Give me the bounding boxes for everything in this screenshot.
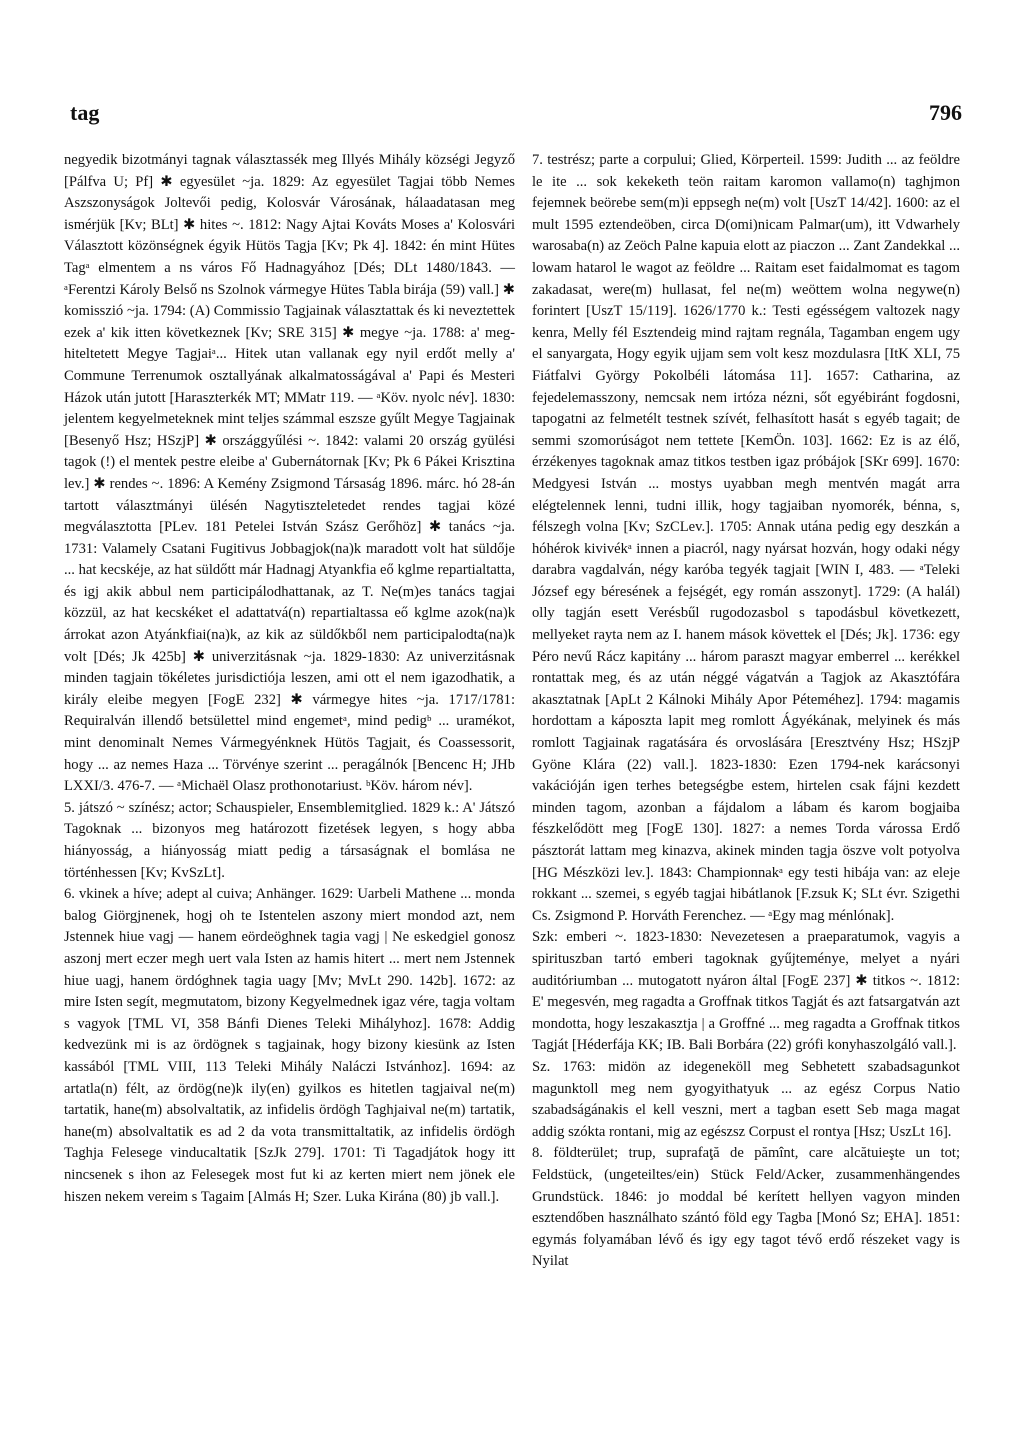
running-head-word: tag	[70, 100, 100, 125]
entry-paragraph: Szk: emberi ~. 1823-1830: Nevezetesen a praeparatumok, vagyis a spirituszban tartó emberi tagoknak gyűjteménye, melyet a nyári auditóriumban ... mutogatott nyáron által [FogE 237] ✱ titkos ~. 1812: E' megesvén, meg ragadta a Groffnak titkos Tagját és azt fatsargatván azt mondotta, hogy leszakasztja | a Groffné ... meg ragadta a Groffnak titkos Tagját [Héderfája KK; IB. Bali Borbára (22) grófi konyhaszolgáló vall.].	[532, 929, 960, 1054]
entry-paragraph: negyedik bizotmányi tagnak választassék meg Illyés Mihály községi Jegyző [Pálfva U; Pf] ✱ egyesület ~ja. 1829: Az egyesület Tagjai több Nemes Aszszonyságok Joltevői pedig, Kolosvár Városának, hálaadatasan meg ismérjük [Kv; BLt] ✱ hites ~. 1812: Nagy Ajtai Kováts Moses a' Kolosvári Választott közönségnek égyik Hütös Tagja [Kv; Pk 4]. 1842: én mint Hütes Tagᵃ elmentem a ns város Fő Hadnagyához [Dés; DLt 1480/1843. — ᵃFerentzi Károly Belső ns Szolnok vármegye Hütes Tabla birája (59) vall.] ✱ komisszió ~ja. 1794: (A) Commissio Tagjainak választattak és ki neveztettek ezek a' kik itten következnek [Kv; SRE 315] ✱ megye ~ja. 1788: a' meg-hiteltetett Megye Tagjaiᵃ... Hitek utan vallanak egy nyil erdőt melly a' Commune Terrenumok osztallyának alkalmatosságával a' Papi és Mesteri Házok után jutott [Haraszterkék MT; MMatr 119. — ᵃKöv. nyolc név]. 1830: jelentem kegyelmeteknek mint teljes számmal eszsze gyűlt Megye Tagjainak [Besenyő Hsz; HSzjP] ✱ országgyűlési ~. 1842: valami 20 ország gyülési tagok (!) el mentek pestre eleibe a' Gubernátornak [Kv; Pk 6 Pákei Krisztina lev.] ✱ rendes ~. 1896: A Kemény Zsigmond Társaság 1896. márc. hó 28-án tartott választmányi ülésén Nagytiszteletedet rendes tagjai közé megválasztotta [PLev. 181 Petelei István Szász Gerőhöz] ✱ tanács ~ja. 1731: Valamely Csatani Fugitivus Jobbagjok(na)k maradott volt hat süldője ... hat kecskéje, az hat süldőtt már Hadnagj Atyankfia eő kglme repartialtatta, és igj akik abbul nem participálodhattanak, az T. Ne(m)es tanács tagjai közzül, az hat kecskéket el adattatvá(n) repartialtassa eő kglme azok(na)k árrokat azon Atyánkfiai(na)k, az kik az süldőkből nem participalodta(na)k volt [Dés; Jk 425b] ✱ univerzitásnak ~ja. 1829-1830: Az univerzitásnak minden tagjain tökéletes jurisdictiója leszen, ami ott el nem igazodhatik, a király eleibe megyen [FogE 232] ✱ vármegye hites ~ja. 1717/1781: Requiralván illendő betsülettel mind engemetᵃ, mind pedigᵇ ... uramékot, mint denominalt Nemes Vármegyénknek Hütös Tagjait, és Coassessorit, hogy ... az nemes Haza ... Törvénye szerint ... peragálnók [Bencenc H; JHb LXXI/3. 476-7. — ᵃMichaël Olasz prothonotariust. ᵇKöv. három név].	[64, 152, 515, 795]
entry-paragraph: 8. földterület; trup, suprafaţă de pămînt, care alcătuieşte un tot; Feldstück, (ungeteiltes/ein) Stück Feld/Acker, zusammenhängendes Grundstück. 1846: jo moddal bé kerített hellyen vagyon minden esztendőben használhato szántó föld egy Tagba [Monó Sz; EHA]. 1851: egymás folyamában lévő és igy egy tagot tévő erdő részeket vagy is Nyilat	[532, 1145, 960, 1270]
left-column	[64, 150, 515, 1208]
right-column	[532, 150, 960, 1273]
entry-paragraph: 7. testrész; parte a corpului; Glied, Körperteil. 1599: Judith ... az feöldre le ite ... sok kekeketh teön raitam karomon vallamo(n) taghjmon fejemnek beörebe sem(m)i eppsegh ne(m) volt [UszT 14/42]. 1600: az el mult 1595 eztendeöben, circa D(omi)nicam Palmar(um), itt Vdwarhely warosaba(n) az Zeöch Palne kapuia elott az piaczon ... Zant Zandekkal ... lowam hatarol le wagot az feöldre ... Raitam eset faidalmomat es tagom zakadasat, were(m) hullasat, fel ne(m) weöttem wolna negywe(n) forintert [UszT 15/119]. 1626/1770 k.: Testi egésségem valtozek nagy kenra, Melly fél Esztendeig mind rajtam regnála, Tagamban engem ugy el sanyargata, Hogy egyik ujjam sem volt kesz mozdulasra [ItK XLI, 75 Fiátfalvi György Pokolbéli látomása 11]. 1657: Catharina, az fejedelemasszony, nemcsak nem irtóza nézni, sőt egyébiránt fogdosni, tapogatni az felmetélt testnek szívét, felhasított hasát s egyéb tagait; de semmi szomorúságot nem tettete [KemÖn. 103]. 1662: Ez is az élő, érzékenyes tagoknak amaz titkos testben igaz próbájok [SKr 699]. 1670: Medgyesi István ... mostys uyabban megh mentvén magát arra elégtelennek lenni, tudni illik, hogy tagjaiban nyomorék, bénna, s, félszegh volna [Kv; SzCLev.]. 1705: Annak utána pedig egy deszkán a hóhérok kivivékᵃ innen a piacról, nagy nyársat hozván, hogy odaki négy darabra vagdalván, négy karóba tegyék tagjait [WIN I, 483. — ᵃTeleki József egy béresének a fejségét, egy román asszonyt]. 1729: (A halál) olly tagján esett Verésbűl rugodozasbol s tapodásbul következett, mellyeket rayta nem az I. hanem mások követtek el [Dés; Jk]. 1736: egy Péro nevű Rácz kapitány ... három paraszt magyar emberrel ... kerékkel rontattak meg, és az után néggé vágatván a Tagjok az Akasztófára akasztatnak [ApLt 2 Kálnoki Mihály Apor Péteméhez]. 1794: magamis hordottam a káposzta lapit meg romlott Ágyékának, melyinek és más romlott Tagjainak ragatására és orvoslására [Eresztvény Hsz; HSzjP Gyöne Klára (22) vall.]. 1823-1830: Ezen 1794-nek karácsonyi vakációján igen terhes betegségbe estem, hirtelen csak fájni kezdett minden tagom, azonban a fájdalom a lábam és karom bogjaiba fészkelődött meg [FogE 130]. 1827: a nemes Torda várossa Erdő pásztorát lattam meg kinazva, akinek minden tagja öszve volt potyolva [HG Mészközi lev.]. 1843: Championnakᵃ egy testi hibája van: az eleje rokkant ... szemei, s egyéb tagjai hibátlanok [F.zsuk K; SLt évr. Szigethi Cs. Zsigmond P. Horváth Ferenchez. — ᵃEgy mag ménlónak].	[532, 152, 960, 924]
entry-paragraph: 5. játszó ~ színész; actor; Schauspieler, Ensemblemitglied. 1829 k.: A' Játszó Tagoknak ... bizonyos meg határozott fizetések legyen, s hogy abba hiányosság, a hiányosság miatt pedig a társaságnak el bomlása ne történhessen [Kv; KvSzLt].	[64, 799, 515, 881]
entry-paragraph: Sz. 1763: midön az idegeneköll meg Sebhetett szabadsagunkot magunktoll meg nem gyogyithatyuk ... az egész Corpus Natio szabadságánakis el kell veszni, mert a tagban esett Seb maga magat addig szókta rontani, mig az egészsz Corpust el rontya [Hsz; UszLt 16].	[532, 1058, 960, 1140]
entry-paragraph: 6. vkinek a híve; adept al cuiva; Anhänger. 1629: Uarbeli Mathene ... monda balog Giörgjnenek, hogj oh te Istentelen aszony miert mondod azt, nem Jstennek hiue vagj — hanem eördeöghnek tagia vagj | Ne eskedgiel gonosz aszonj mert eczer megh uert vala Isten az hamis hitert ... mert nem Jstennek hiue uagj, hanem ördóghnek tagia uagy [Mv; MvLt 290. 142b]. 1672: az mire Isten segít, megmutatom, bizony Kegyelmednek igaz vére, tagja voltam s vagyok [TML VI, 358 Bánfi Dienes Teleki Mihályhoz]. 1678: Addig kedvezünk mi is az ördögnek s tagjainak, hogy bizony kiesünk az Isten kassából [TML VIII, 113 Teleki Mihály Naláczi Istvánhoz]. 1694: az artatla(n) félt, az ördög(ne)k ily(en) gyilkos es hitetlen tagjaival ne(m) tartatik, hane(m) absolvaltatik, az infidelis ördögh Taghjaival ne(m) tartatik, hane(m) absolvaltatik es ad 2 da vota transmittaltatik, az infidelis ördögh Taghja Felesege vinducaltatik [SzJk 279]. 1701: Ti Tagadjátok hogy itt nincsenek s ihon az Felesegek most fut ki az kerten miert nem jönek ele hiszen nekem vereim s Tagaim [Almás H; Szer. Luka Kirána (80) jb vall.].	[64, 886, 515, 1205]
page-number: 796	[929, 100, 962, 125]
